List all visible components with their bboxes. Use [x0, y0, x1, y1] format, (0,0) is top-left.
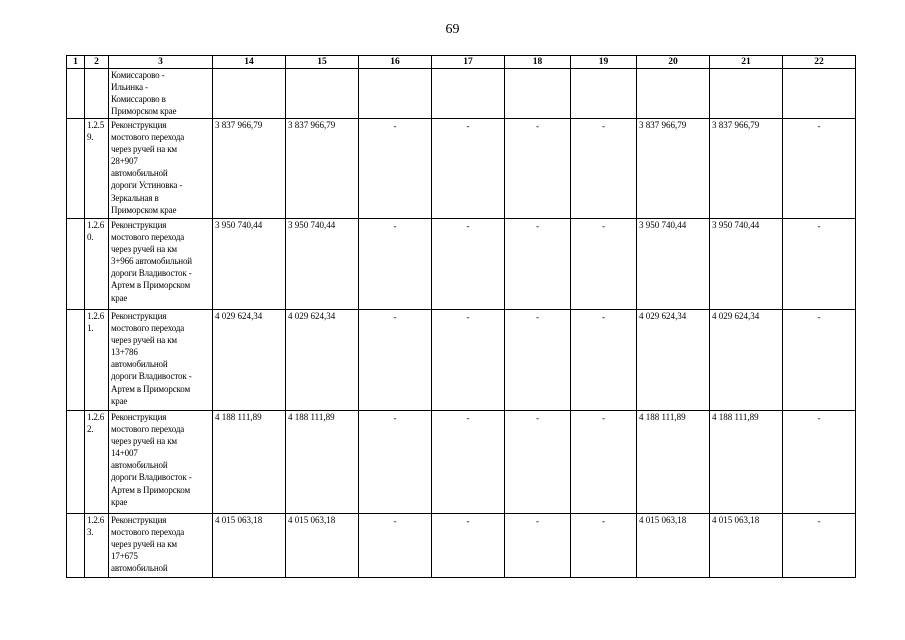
value-col-18: - [505, 219, 571, 310]
value-col-17: - [432, 119, 505, 219]
value-col-21: 3 950 740,44 [710, 219, 783, 310]
header-row [67, 56, 856, 69]
value-col-21: 4 188 111,89 [710, 411, 783, 514]
value-col-20 [637, 69, 710, 119]
value-col-22: - [783, 119, 856, 219]
value-col-15: 4 015 063,18 [286, 514, 359, 578]
item-code: 1.2.6 1. [85, 310, 109, 411]
data-table [66, 55, 856, 578]
row-number-cell [67, 310, 85, 411]
column-header: 3 [109, 56, 213, 69]
row-number-cell [67, 119, 85, 219]
value-col-14: 4 188 111,89 [213, 411, 286, 514]
column-header: 17 [432, 56, 505, 69]
value-col-17: - [432, 310, 505, 411]
value-col-19: - [571, 411, 637, 514]
value-col-16: - [359, 219, 432, 310]
value-col-14: 3 837 966,79 [213, 119, 286, 219]
value-col-15: 3 837 966,79 [286, 119, 359, 219]
value-col-20: 4 015 063,18 [637, 514, 710, 578]
value-col-16: - [359, 119, 432, 219]
value-col-22: - [783, 411, 856, 514]
value-col-18: - [505, 514, 571, 578]
row-number-cell [67, 514, 85, 578]
value-col-18: - [505, 119, 571, 219]
value-col-19 [571, 69, 637, 119]
item-code: 1.2.5 9. [85, 119, 109, 219]
value-col-19: - [571, 514, 637, 578]
value-col-17 [432, 69, 505, 119]
value-col-18: - [505, 411, 571, 514]
value-col-17: - [432, 411, 505, 514]
item-name: Реконструкция мостового перехода через ручей на км 28+907 автомобильной дороги Устиновка - Зеркальная в Приморском крае [109, 119, 213, 219]
column-header: 18 [505, 56, 571, 69]
value-col-22: - [783, 219, 856, 310]
item-name: Комиссарово - Ильинка - Комиссарово в Приморском крае [109, 69, 213, 119]
value-col-19: - [571, 310, 637, 411]
value-col-15: 3 950 740,44 [286, 219, 359, 310]
table-row [67, 310, 856, 411]
value-col-21: 4 015 063,18 [710, 514, 783, 578]
item-name: Реконструкция мостового перехода через ручей на км 13+786 автомобильной дороги Владивосток - Артем в Приморском крае [109, 310, 213, 411]
value-col-21 [710, 69, 783, 119]
value-col-14 [213, 69, 286, 119]
column-header: 20 [637, 56, 710, 69]
column-header: 16 [359, 56, 432, 69]
column-header: 14 [213, 56, 286, 69]
value-col-22: - [783, 310, 856, 411]
column-header: 21 [710, 56, 783, 69]
value-col-17: - [432, 514, 505, 578]
table-row [67, 69, 856, 119]
item-code [85, 69, 109, 119]
item-name: Реконструкция мостового перехода через ручей на км 3+966 автомобильной дороги Владивосток - Артем в Приморском крае [109, 219, 213, 310]
item-code: 1.2.6 0. [85, 219, 109, 310]
value-col-21: 4 029 624,34 [710, 310, 783, 411]
column-header: 1 [67, 56, 85, 69]
value-col-19: - [571, 119, 637, 219]
value-col-14: 4 029 624,34 [213, 310, 286, 411]
value-col-14: 3 950 740,44 [213, 219, 286, 310]
table-row [67, 411, 856, 514]
item-name: Реконструкция мостового перехода через ручей на км 17+675 автомобильной [109, 514, 213, 578]
column-header: 15 [286, 56, 359, 69]
column-header: 2 [85, 56, 109, 69]
value-col-16: - [359, 310, 432, 411]
value-col-15 [286, 69, 359, 119]
value-col-20: 4 029 624,34 [637, 310, 710, 411]
value-col-16: - [359, 514, 432, 578]
column-header: 22 [783, 56, 856, 69]
item-name: Реконструкция мостового перехода через ручей на км 14+007 автомобильной дороги Владивосток - Артем в Приморском крае [109, 411, 213, 514]
column-header: 19 [571, 56, 637, 69]
row-number-cell [67, 411, 85, 514]
item-code: 1.2.6 3. [85, 514, 109, 578]
page-number: 69 [445, 22, 460, 37]
value-col-16: - [359, 411, 432, 514]
value-col-15: 4 188 111,89 [286, 411, 359, 514]
table-row [67, 119, 856, 219]
value-col-18 [505, 69, 571, 119]
value-col-22 [783, 69, 856, 119]
table-row [67, 219, 856, 310]
value-col-14: 4 015 063,18 [213, 514, 286, 578]
value-col-18: - [505, 310, 571, 411]
value-col-20: 3 950 740,44 [637, 219, 710, 310]
value-col-16 [359, 69, 432, 119]
value-col-19: - [571, 219, 637, 310]
row-number-cell [67, 219, 85, 310]
value-col-15: 4 029 624,34 [286, 310, 359, 411]
value-col-17: - [432, 219, 505, 310]
table-row [67, 514, 856, 578]
value-col-21: 3 837 966,79 [710, 119, 783, 219]
item-code: 1.2.6 2. [85, 411, 109, 514]
value-col-22: - [783, 514, 856, 578]
value-col-20: 3 837 966,79 [637, 119, 710, 219]
value-col-20: 4 188 111,89 [637, 411, 710, 514]
row-number-cell [67, 69, 85, 119]
